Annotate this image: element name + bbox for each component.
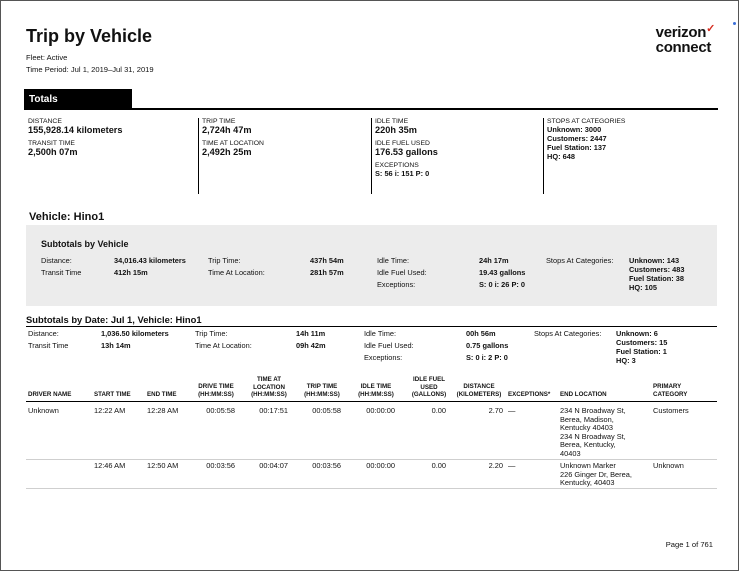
veh-exceptions-label: Exceptions: — [377, 280, 416, 289]
col-idle-fuel-l1: IDLE FUEL — [413, 376, 445, 383]
col-time-at-location — [246, 376, 292, 399]
totals-stop-item: Fuel Station: 137 — [547, 143, 607, 152]
col-location-l1: TIME AT — [256, 376, 282, 383]
date-distance-label: Distance: — [28, 329, 59, 338]
col-location-l2: LOCATION — [253, 383, 285, 391]
end-location-line: Berea, Kentucky, — [560, 440, 616, 450]
totals-stops-label: STOPS AT CATEGORIES — [547, 118, 626, 125]
col-start-time: START TIME — [94, 391, 131, 398]
veh-stop-item: Customers: 483 — [629, 265, 685, 274]
col-category-l2: CATEGORY — [653, 390, 688, 398]
veh-stop-item: Unknown: 143 — [629, 256, 680, 265]
cell-distance: 2.70 — [488, 406, 503, 415]
row-divider — [26, 459, 717, 460]
table-header-divider — [26, 401, 717, 402]
date-location-value: 09h 42m — [296, 341, 326, 350]
cell-start: 12:22 AM — [94, 406, 126, 415]
date-trip-label: Trip Time: — [195, 329, 228, 338]
veh-stop-item: Fuel Station: 38 — [629, 274, 685, 283]
veh-fuel-label: Idle Fuel Used: — [377, 268, 427, 277]
cell-driver: Unknown — [28, 406, 59, 415]
totals-col-trip — [198, 118, 370, 194]
totals-location-value: 2,492h 25m — [202, 147, 252, 157]
veh-distance-label: Distance: — [41, 256, 72, 265]
date-transit-value: 13h 14m — [101, 341, 131, 350]
end-location-line: 226 Ginger Dr, Berea, — [560, 469, 632, 479]
cell-idle: 00:00:00 — [366, 406, 395, 415]
cell-fuel: 0.00 — [431, 406, 446, 415]
totals-idle-value: 220h 35m — [375, 125, 417, 135]
col-trip-time-l2: (HH:MM:SS) — [304, 390, 340, 398]
totals-transit-label: TRANSIT TIME — [28, 140, 75, 147]
cell-trip: 00:03:56 — [312, 461, 341, 470]
date-idle-label: Idle Time: — [364, 329, 397, 338]
row-divider — [26, 488, 717, 489]
subtotals-by-date-divider — [26, 326, 717, 327]
totals-transit-value: 2,500h 07m — [28, 147, 78, 157]
date-stop-item: Fuel Station: 1 — [616, 347, 667, 356]
col-primary-category — [653, 383, 687, 398]
veh-idle-label: Idle Time: — [377, 256, 410, 265]
date-stop-item: Customers: 15 — [616, 338, 668, 347]
date-distance-value: 1,036.50 kilometers — [101, 329, 169, 338]
veh-trip-label: Trip Time: — [208, 256, 241, 265]
report-title: Trip by Vehicle — [26, 26, 153, 46]
veh-transit-value: 412h 15m — [114, 268, 148, 277]
logo-check-icon: ✓ — [706, 23, 715, 35]
col-end-location: END LOCATION — [560, 391, 607, 398]
cell-category: Customers — [653, 406, 689, 415]
end-location-line: Unknown Marker — [560, 461, 616, 470]
end-location-line: 234 N Broadway St, — [560, 431, 626, 441]
totals-exceptions-label: EXCEPTIONS — [375, 162, 419, 169]
logo-word-verizon: verizon — [655, 24, 707, 41]
cell-drive: 00:05:58 — [206, 406, 235, 415]
totals-exceptions-value: S: 56 i: 151 P: 0 — [375, 169, 430, 178]
veh-location-value: 281h 57m — [310, 268, 344, 277]
vehicle-title: Vehicle: Hino1 — [29, 211, 105, 223]
veh-exceptions-value: S: 0 i: 26 P: 0 — [479, 280, 526, 289]
totals-divider — [24, 108, 718, 110]
time-period-text: Time Period: Jul 1, 2019–Jul 31, 2019 — [26, 65, 154, 74]
totals-tab: Totals — [24, 89, 132, 110]
verizon-connect-logo — [655, 23, 715, 56]
veh-distance-value: 34,016.43 kilometers — [114, 256, 186, 265]
cell-distance: 2.20 — [488, 461, 503, 470]
date-fuel-label: Idle Fuel Used: — [364, 341, 414, 350]
veh-transit-label: Transit Time — [41, 268, 82, 277]
col-trip-time-l1: TRIP TIME — [306, 383, 338, 390]
cell-start: 12:46 AM — [94, 461, 126, 470]
end-location-line: Kentucky, 40403 — [560, 478, 615, 488]
col-idle-time-l1: IDLE TIME — [360, 383, 392, 390]
col-distance-l2: (KILOMETERS) — [456, 390, 502, 398]
cell-idle: 00:00:00 — [366, 461, 395, 470]
totals-col-stops — [543, 118, 717, 194]
veh-trip-value: 437h 54m — [310, 256, 344, 265]
totals-fuel-value: 176.53 gallons — [375, 147, 438, 157]
totals-distance-label: DISTANCE — [28, 118, 62, 125]
col-location-l3: (HH:MM:SS) — [251, 391, 287, 398]
veh-stop-item: HQ: 105 — [629, 283, 657, 292]
col-idle-time-l2: (HH:MM:SS) — [358, 390, 394, 398]
col-idle-fuel-l3: (GALLONS) — [411, 391, 447, 398]
fleet-text: Fleet: Active — [26, 53, 68, 62]
col-idle-fuel — [406, 376, 452, 399]
col-drive-time — [193, 383, 239, 398]
cell-trip: 00:05:58 — [312, 406, 341, 415]
date-fuel-value: 0.75 gallons — [466, 341, 509, 350]
cell-location: 00:04:07 — [259, 461, 288, 470]
cell-end: 12:50 AM — [147, 461, 179, 470]
veh-fuel-value: 19.43 gallons — [479, 268, 526, 277]
cell-end-location — [560, 462, 650, 488]
cell-exceptions: — — [508, 461, 516, 470]
corner-dot — [733, 22, 736, 25]
cell-end: 12:28 AM — [147, 406, 179, 415]
col-idle-time — [353, 383, 399, 398]
cell-fuel: 0.00 — [431, 461, 446, 470]
totals-location-label: TIME AT LOCATION — [202, 140, 264, 147]
col-distance — [453, 383, 505, 398]
veh-stops-label: Stops At Categories: — [546, 256, 614, 265]
totals-trip-label: TRIP TIME — [202, 118, 236, 125]
veh-location-label: Time At Location: — [208, 268, 265, 277]
cell-category: Unknown — [653, 461, 684, 470]
end-location-line: 40403 — [560, 448, 581, 458]
end-location-line: Kentucky 40403 — [560, 423, 614, 433]
cell-drive: 00:03:56 — [206, 461, 235, 470]
subtotals-by-date-title: Subtotals by Date: Jul 1, Vehicle: Hino1 — [26, 314, 202, 325]
col-drive-time-l1: DRIVE TIME — [198, 383, 234, 390]
cell-location: 00:17:51 — [259, 406, 288, 415]
veh-idle-value: 24h 17m — [479, 256, 509, 265]
date-trip-value: 14h 11m — [296, 329, 326, 338]
totals-stop-item: Unknown: 3000 — [547, 125, 602, 134]
subtotals-by-vehicle-panel — [26, 225, 717, 306]
logo-word-connect: connect — [655, 39, 712, 56]
col-exceptions: EXCEPTIONS* — [508, 391, 551, 398]
totals-col-distance — [28, 118, 196, 194]
date-transit-label: Transit Time — [28, 341, 69, 350]
date-stop-item: Unknown: 6 — [616, 329, 658, 338]
date-exceptions-label: Exceptions: — [364, 353, 403, 362]
col-end-time: END TIME — [147, 391, 177, 398]
date-stops-label: Stops At Categories: — [534, 329, 602, 338]
cell-exceptions: — — [508, 406, 516, 415]
col-idle-fuel-l2: USED — [420, 383, 438, 391]
col-distance-l1: DISTANCE — [463, 383, 495, 390]
date-location-label: Time At Location: — [195, 341, 252, 350]
totals-stop-item: HQ: 648 — [547, 152, 575, 161]
cell-end-location — [560, 407, 650, 459]
page-number: Page 1 of 761 — [665, 540, 713, 549]
end-location-line: Berea, Madison, — [560, 414, 614, 424]
col-drive-time-l2: (HH:MM:SS) — [198, 390, 234, 398]
totals-fuel-label: IDLE FUEL USED — [375, 140, 430, 147]
totals-col-idle — [371, 118, 543, 194]
date-exceptions-value: S: 0 i: 2 P: 0 — [466, 353, 508, 362]
col-category-l1: PRIMARY — [653, 383, 682, 390]
col-trip-time — [299, 383, 345, 398]
subtotals-by-vehicle-heading: Subtotals by Vehicle — [41, 239, 129, 249]
totals-distance-value: 155,928.14 kilometers — [28, 125, 123, 135]
date-stop-item: HQ: 3 — [616, 356, 636, 365]
totals-idle-label: IDLE TIME — [375, 118, 409, 125]
col-driver-name: DRIVER NAME — [28, 391, 72, 398]
date-idle-value: 00h 56m — [466, 329, 496, 338]
end-location-line: 234 N Broadway St, — [560, 406, 626, 415]
totals-stop-item: Customers: 2447 — [547, 134, 607, 143]
totals-trip-value: 2,724h 47m — [202, 125, 252, 135]
